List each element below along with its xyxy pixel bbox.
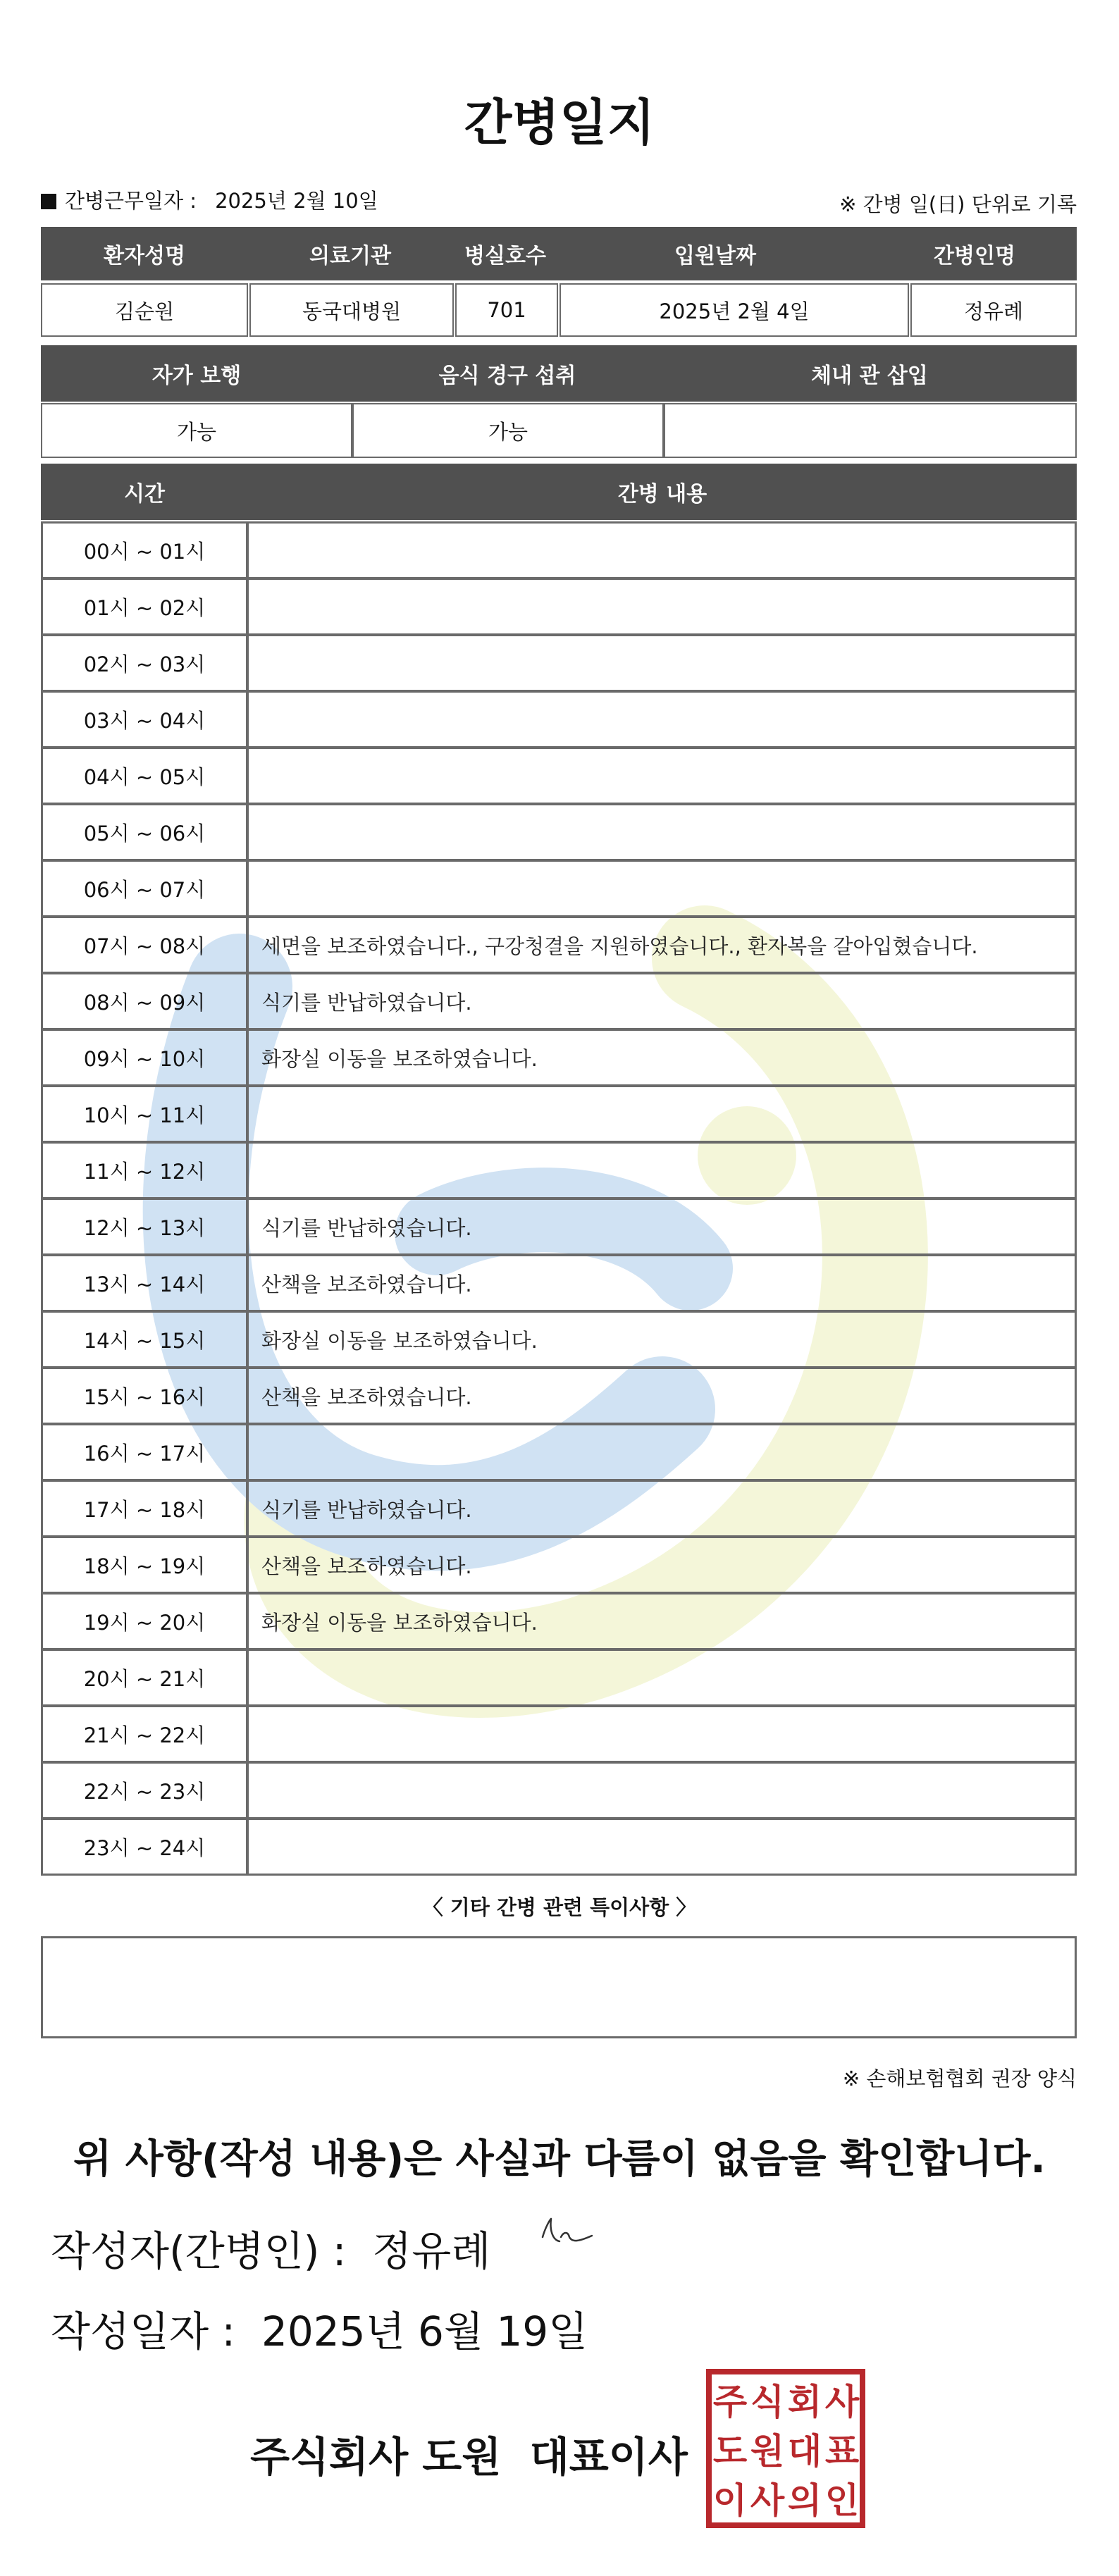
admission-date-value: 2025년 2월 4일 — [560, 283, 909, 337]
table-row — [41, 860, 1077, 916]
content-cell: 화장실 이동을 보조하였습니다. — [247, 1592, 1077, 1650]
company-seal-icon — [705, 2367, 867, 2529]
content-cell — [247, 803, 1077, 861]
table-row — [41, 1423, 1077, 1480]
svg-text:의: 의 — [787, 2480, 822, 2521]
time-cell: 00시 ~ 01시 — [41, 521, 248, 579]
work-date-value: 2025년 2월 10일 — [215, 189, 378, 213]
table-row — [41, 1029, 1077, 1085]
writer-name: 정유례 — [372, 2227, 491, 2275]
table-row — [41, 803, 1077, 860]
table-row — [41, 1649, 1077, 1705]
time-cell: 10시 ~ 11시 — [41, 1085, 248, 1143]
time-cell: 13시 ~ 14시 — [41, 1254, 248, 1312]
oral-intake-value: 가능 — [352, 403, 664, 458]
content-cell — [247, 1423, 1077, 1481]
svg-text:주: 주 — [712, 2382, 748, 2422]
time-cell: 03시 ~ 04시 — [41, 691, 248, 748]
content-cell: 화장실 이동을 보조하였습니다. — [247, 1029, 1077, 1086]
time-cell: 15시 ~ 16시 — [41, 1367, 248, 1425]
table-row — [41, 1198, 1077, 1254]
time-cell: 12시 ~ 13시 — [41, 1198, 248, 1256]
status-header-tube: 체내 관 삽입 — [662, 345, 1077, 402]
time-cell: 14시 ~ 15시 — [41, 1311, 248, 1368]
content-cell: 산책을 보조하였습니다. — [247, 1254, 1077, 1312]
table-row — [41, 1085, 1077, 1141]
content-cell — [247, 1761, 1077, 1819]
table-row — [41, 1536, 1077, 1592]
content-cell: 식기를 반납하였습니다. — [247, 1480, 1077, 1537]
content-cell — [247, 1141, 1077, 1199]
patient-name-value: 김순원 — [41, 283, 248, 337]
content-cell — [247, 860, 1077, 917]
content-cell — [247, 578, 1077, 636]
patient-info-table — [41, 227, 1077, 337]
notes-title: 〈 기타 간병 관련 특이사항 〉 — [422, 1895, 697, 1919]
content-cell — [247, 1085, 1077, 1143]
time-cell: 06시 ~ 07시 — [41, 860, 248, 917]
notes-box — [41, 1936, 1077, 2038]
write-date-label: 작성일자 : — [51, 2308, 236, 2355]
svg-text:대: 대 — [787, 2431, 822, 2472]
content-cell: 산책을 보조하였습니다. — [247, 1536, 1077, 1594]
time-cell: 19시 ~ 20시 — [41, 1592, 248, 1650]
content-cell: 세면을 보조하였습니다., 구강청결을 지원하였습니다., 환자복을 갈아입혔습니다. — [247, 916, 1077, 974]
table-row — [41, 1254, 1077, 1311]
time-cell: 01시 ~ 02시 — [41, 578, 248, 636]
content-cell — [247, 747, 1077, 805]
room-value: 701 — [455, 283, 558, 337]
patient-header-admission: 입원날짜 — [558, 227, 872, 280]
write-date-value: 2025년 6월 19일 — [261, 2308, 588, 2355]
content-cell — [247, 691, 1077, 748]
patient-header-hospital: 의료기관 — [248, 227, 452, 280]
log-header-time: 시간 — [41, 464, 248, 520]
table-row — [41, 972, 1077, 1029]
table-row — [41, 521, 1077, 578]
content-cell: 식기를 반납하였습니다. — [247, 972, 1077, 1030]
status-info-table — [41, 345, 1077, 458]
svg-text:인: 인 — [824, 2480, 860, 2521]
time-cell: 21시 ~ 22시 — [41, 1705, 248, 1763]
form-note: ※ 손해보험협회 권장 양식 — [842, 2067, 1077, 2091]
table-row — [41, 1818, 1077, 1874]
time-cell: 07시 ~ 08시 — [41, 916, 248, 974]
table-row — [41, 1705, 1077, 1761]
write-date-line — [51, 2298, 588, 2358]
walking-value: 가능 — [41, 403, 352, 458]
content-cell — [247, 634, 1077, 692]
confirmation-statement: 위 사항(작성 내용)은 사실과 다름이 없음을 확인합니다. — [73, 2136, 1046, 2182]
time-cell: 20시 ~ 21시 — [41, 1649, 248, 1707]
time-cell: 17시 ~ 18시 — [41, 1480, 248, 1537]
writer-line — [51, 2218, 490, 2277]
table-row — [41, 578, 1077, 634]
time-cell: 05시 ~ 06시 — [41, 803, 248, 861]
log-header-content: 간병 내용 — [248, 464, 1077, 520]
content-cell — [247, 521, 1077, 579]
table-row — [41, 634, 1077, 691]
hospital-value: 동국대병원 — [249, 283, 454, 337]
time-cell: 09시 ~ 10시 — [41, 1029, 248, 1086]
table-row — [41, 916, 1077, 972]
signature-icon — [536, 2216, 613, 2251]
svg-text:식: 식 — [750, 2382, 785, 2422]
svg-text:원: 원 — [750, 2431, 785, 2472]
table-row — [41, 1761, 1077, 1818]
time-cell: 11시 ~ 12시 — [41, 1141, 248, 1199]
time-cell: 02시 ~ 03시 — [41, 634, 248, 692]
time-cell: 22시 ~ 23시 — [41, 1761, 248, 1819]
svg-text:회: 회 — [787, 2382, 822, 2422]
table-row — [41, 691, 1077, 747]
patient-header-name: 환자성명 — [41, 227, 248, 280]
content-cell — [247, 1705, 1077, 1763]
status-header-walking: 자가 보행 — [41, 345, 352, 402]
time-cell: 23시 ~ 24시 — [41, 1818, 248, 1876]
content-cell — [247, 1818, 1077, 1876]
status-header-oral-intake: 음식 경구 섭취 — [352, 345, 662, 402]
patient-header-room: 병실호수 — [452, 227, 558, 280]
page-title: 간병일지 — [464, 94, 655, 151]
table-row — [41, 1141, 1077, 1198]
table-row — [41, 1311, 1077, 1367]
writer-label: 작성자(간병인) : — [51, 2227, 347, 2275]
work-date-label: 간병근무일자 : — [65, 189, 197, 213]
time-cell: 18시 ~ 19시 — [41, 1536, 248, 1594]
svg-text:도: 도 — [712, 2431, 748, 2472]
table-row — [41, 1592, 1077, 1649]
company-signature: 주식회사 도원 대표이사 — [250, 2433, 688, 2481]
patient-header-caregiver: 간병인명 — [872, 227, 1077, 280]
time-cell: 04시 ~ 05시 — [41, 747, 248, 805]
record-note: ※ 간병 일(日) 단위로 기록 — [839, 192, 1077, 216]
time-cell: 16시 ~ 17시 — [41, 1423, 248, 1481]
svg-text:사: 사 — [824, 2382, 860, 2422]
table-row — [41, 747, 1077, 803]
caregiver-name-value: 정유례 — [910, 283, 1077, 337]
time-cell: 08시 ~ 09시 — [41, 972, 248, 1030]
svg-text:이: 이 — [712, 2480, 748, 2521]
content-cell: 식기를 반납하였습니다. — [247, 1198, 1077, 1256]
svg-text:표: 표 — [824, 2431, 860, 2472]
content-cell: 산책을 보조하였습니다. — [247, 1367, 1077, 1425]
content-cell — [247, 1649, 1077, 1707]
content-cell: 화장실 이동을 보조하였습니다. — [247, 1311, 1077, 1368]
table-row — [41, 1367, 1077, 1423]
svg-text:사: 사 — [750, 2480, 785, 2521]
table-row — [41, 1480, 1077, 1536]
tube-value — [664, 403, 1077, 458]
bullet-square-icon — [41, 194, 56, 209]
work-date-line — [41, 185, 378, 214]
